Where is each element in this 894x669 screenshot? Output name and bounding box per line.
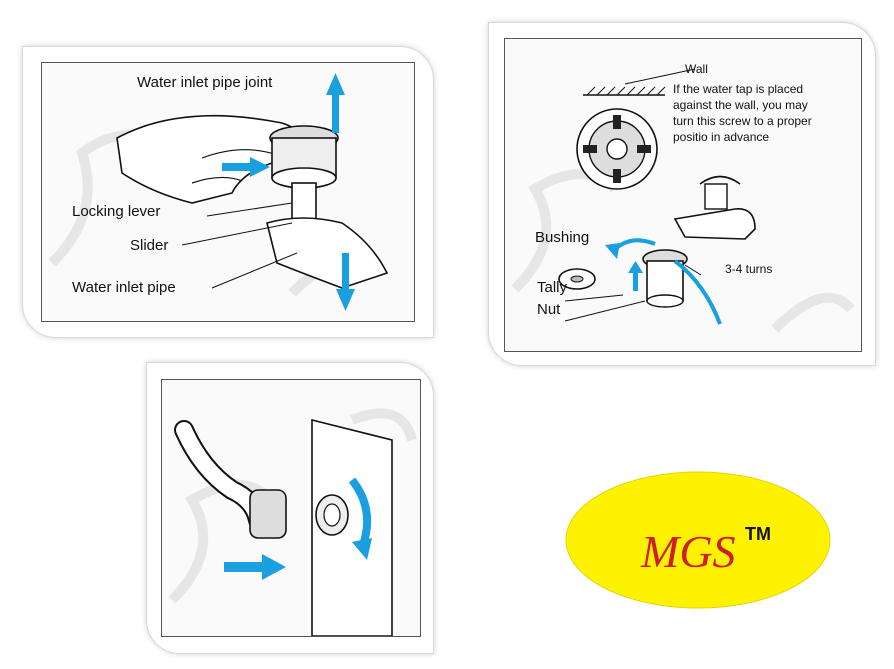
logo-text: MGS: [641, 526, 736, 577]
hose-connect-illustration: [162, 380, 420, 636]
label-tally: Tally: [537, 279, 568, 296]
label-water-inlet-pipe: Water inlet pipe: [72, 279, 176, 296]
logo-graphic: [563, 470, 833, 610]
illustration-frame: [504, 38, 862, 352]
note-line-3: turn this screw to a proper: [673, 114, 812, 128]
label-nut: Nut: [537, 301, 561, 318]
illustration-frame: [161, 379, 421, 637]
brand-logo: [563, 470, 833, 610]
label-wall: Wall: [685, 62, 708, 76]
label-turns: 3-4 turns: [725, 262, 773, 276]
note-line-2: against the wall, you may: [673, 98, 808, 112]
label-bushing: Bushing: [535, 229, 590, 246]
trademark-symbol: TM: [745, 524, 771, 544]
note-line-4: positio in advance: [673, 130, 770, 144]
note-line-1: If the water tap is placed: [673, 82, 804, 96]
illustration-frame: [41, 62, 415, 322]
label-water-inlet-pipe-joint: Water inlet pipe joint: [137, 74, 273, 91]
instruction-panel-connect-pipe: [22, 46, 434, 338]
instruction-panel-hose-connect: [146, 362, 434, 654]
label-locking-lever: Locking lever: [72, 203, 161, 220]
instruction-panel-tap-fitting: [488, 22, 876, 366]
label-slider: Slider: [130, 237, 169, 254]
